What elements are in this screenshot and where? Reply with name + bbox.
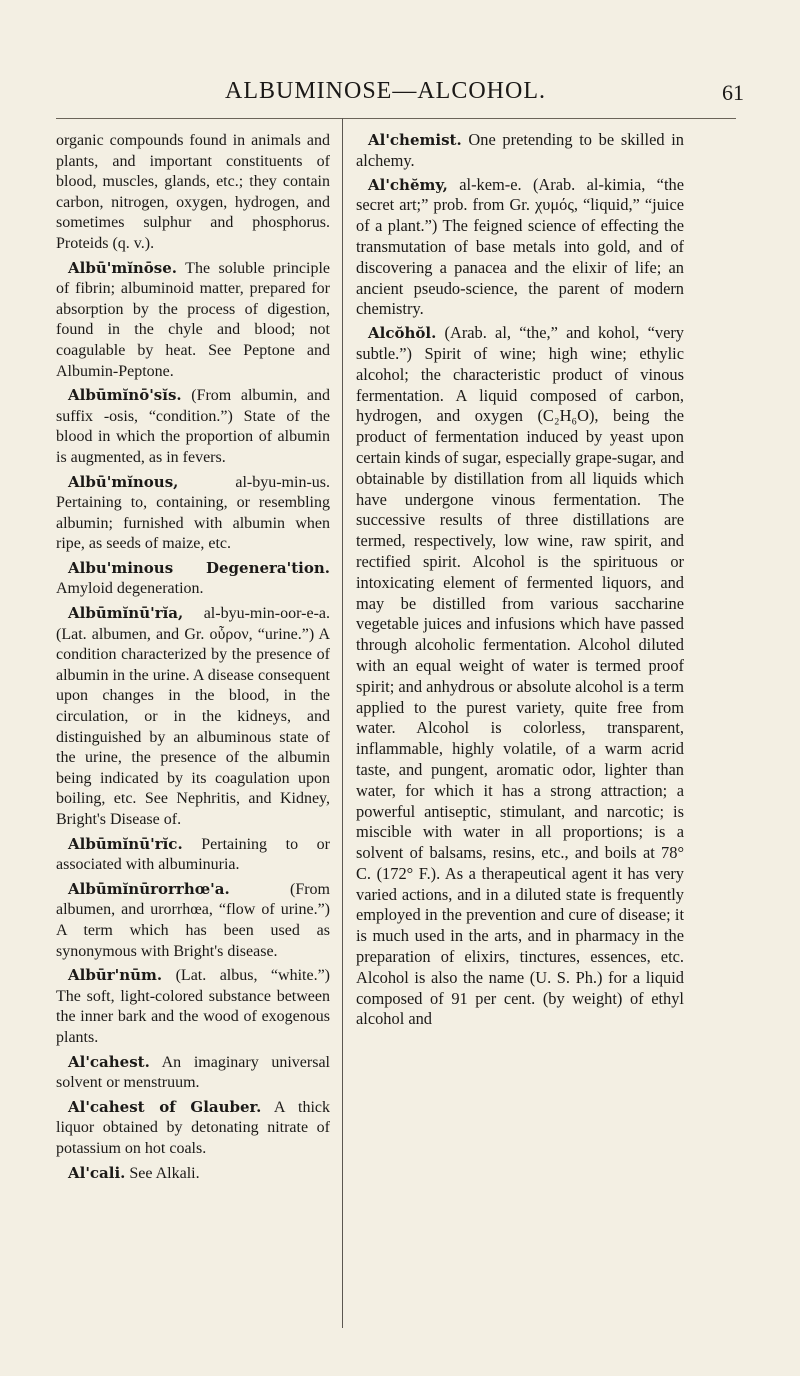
entry-headword: Al'cali. — [68, 1163, 126, 1182]
entry-headword: Albū'mĭnous, — [68, 472, 179, 491]
entry-text: Pertaining to or associated with albuminuria. — [56, 835, 330, 874]
entry-text: al-byu-min-oor-e-a. (Lat. albumen, and Gr. οὖρον, “urine.”) A condition characterized by the presence of albumin in the urine. A disease consequent upon changes in the blood, in the circulation, or in the kidneys, and distinguished by an albuminous state of the urine, the presence of the albumin being indicated by its coagulation upon boiling, etc. See Nephritis, and Kidney, Bright's Disease of. — [56, 605, 330, 828]
entry-text: al-kem-e. (Arab. al-kimia, “the secret art;” prob. from Gr. χυμός, “liquid,” “juice of a plant.”) The feigned science of effecting the transmutation of base metals into gold, and of discovering a panacea and the elixir of life; an ancient pseudo-science, the parent of modern chemistry. — [356, 174, 684, 319]
entry — [56, 1163, 330, 1185]
entry — [56, 1097, 330, 1160]
entry-headword: Albūr'nūm. — [68, 966, 163, 985]
entry-text: al-byu-min-us. Pertaining to, containing, or resembling albumin; furnished with albumin when ripe, as seeds of maize, etc. — [56, 473, 330, 553]
entry-headword: Alcŏhŏl. — [368, 324, 437, 343]
page-header — [0, 78, 800, 118]
entry-text: (From albumin, and suffix -osis, “condition.”) State of the blood in which the proportion of albumin is augmented, as in fevers. — [56, 387, 330, 466]
entry — [56, 834, 330, 876]
entry-text: (Lat. albus, “white.”) The soft, light-colored substance between the inner bark and the wood of exogenous plants. — [56, 967, 330, 1046]
column-divider — [342, 118, 343, 1328]
entry — [56, 130, 330, 255]
entry-headword: Albūmĭnū'rĭa, — [68, 604, 184, 623]
entry — [356, 323, 684, 1030]
right-column — [356, 130, 684, 1033]
entry-headword: Al'chĕmy, — [368, 175, 448, 194]
entry-headword: Albūmĭnō'sĭs. — [68, 386, 182, 405]
page-number: 61 — [722, 80, 744, 105]
entry-text: (Arab. al, “the,” and kohol, “very subtle.”) Spirit of wine; high wine; ethylic alcohol; the characteristic product of vinous fermentation. A liquid composed of carbon, hydrogen, and oxygen (C₂H₆O), being the product of fermentation induced by yeast upon certain kinds of sugar, especially grape-sugar, and obtainable by distillation from all liquids which have undergone vinous fermentation. The successive results of three distillations are termed, respectively, low wine, raw spirit, and rectified spirit. Alcohol is the spirituous or intoxicating element of fermented liquors, and may be distilled from various saccharine vegetable juices and infusions which have passed through alcoholic fermentation. Alcohol diluted with an equal weight of water is termed proof spirit; and anhydrous or absolute alcohol is a term applied to the purest variety, quite free from water. Alcohol is colorless, transparent, inflammable, highly volatile, of a warm acrid taste, and pungent, aromatic odor, lighter than water, for which it has a strong attraction; a powerful antiseptic, stimulant, and narcotic; is miscible with water in all proportions; is a solvent of balsams, resins, etc., and boils at 78° C. (172° F.). As a therapeutical agent it has very varied actions, and in a diluted state is frequently employed in the prevention and cure of disease; it is much used in the arts, and in pharmacy in the preparation of elixirs, tinctures, essences, etc. Alcohol is also the name (U. S. Ph.) for a liquid composed of 91 per cent. (by weight) of ethyl alcohol and — [356, 323, 684, 1029]
entry-headword: Al'cahest of Glauber. — [68, 1097, 262, 1116]
entry — [56, 965, 330, 1048]
entry-text: A thick liquor obtained by detonating nitrate of potassium on hot coals. — [56, 1098, 330, 1157]
entry — [56, 1052, 330, 1094]
entry — [56, 603, 330, 831]
entry-text: (From albumen, and urorrhœa, “flow of urine.”) A term which has been used as synonymous with Bright's disease. — [56, 880, 330, 960]
entry-text: The soluble principle of fibrin; albuminoid matter, prepared for absorption by the process of digestion, found in the chyle and blood; not coagulable by heat. See Peptone and Albumin-Peptone. — [56, 259, 330, 380]
entry-headword: Al'chemist. — [368, 131, 462, 149]
entry-headword: Albūmĭnū'rĭc. — [68, 834, 183, 853]
entry — [356, 130, 684, 172]
entry-text: An imaginary universal solvent or menstruum. — [56, 1053, 330, 1092]
entry — [56, 558, 330, 600]
entry-text: See Alkali. — [129, 1164, 200, 1182]
entry-text: organic compounds found in animals and plants, and important constituents of blood, muscles, glands, etc.; they contain carbon, nitrogen, oxygen, hydrogen, and sometimes sulphur and phosphorus. Proteids (q. v.). — [56, 132, 330, 252]
left-column — [56, 130, 330, 1187]
entry-headword: Albūmĭnūrorrhœ'a. — [68, 879, 230, 898]
entry-headword: Albū'mĭnōse. — [68, 258, 178, 277]
header-rule — [56, 118, 736, 119]
entry — [56, 385, 330, 468]
entry — [356, 175, 684, 321]
entry — [56, 258, 330, 383]
entry — [56, 879, 330, 962]
entry-headword: Albu'minous Degenera'tion. — [68, 558, 330, 577]
entry-text: One pretending to be skilled in alchemy. — [356, 130, 685, 170]
running-title: ALBUMINOSE—ALCOHOL. — [225, 78, 546, 104]
entry — [56, 472, 330, 555]
entry-headword: Al'cahest. — [68, 1052, 150, 1071]
entry-text: Amyloid degeneration. — [56, 580, 204, 598]
